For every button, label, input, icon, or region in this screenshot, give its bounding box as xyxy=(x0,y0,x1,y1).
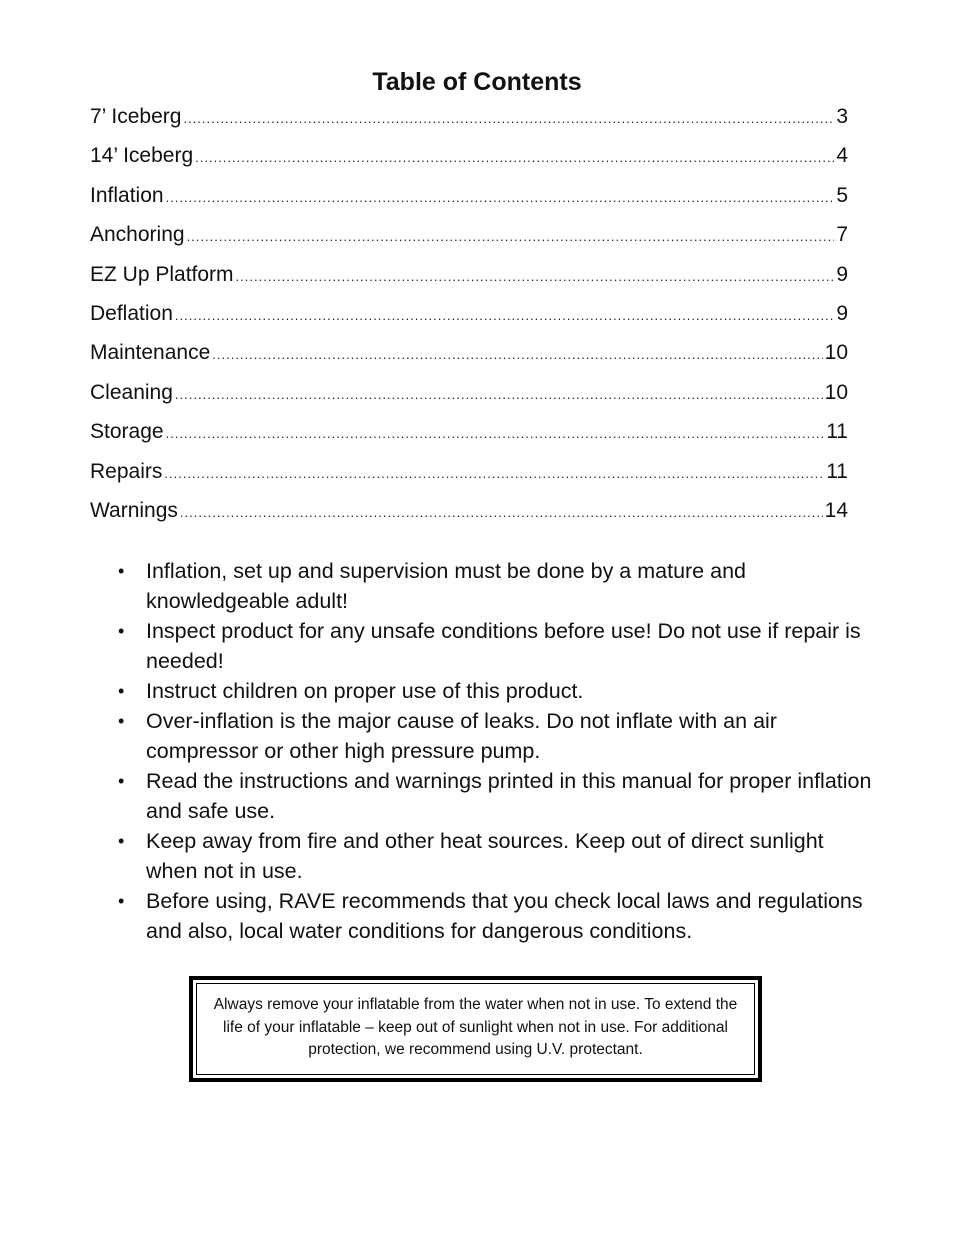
notice-inner-border xyxy=(196,983,755,1075)
bullet-icon: • xyxy=(118,681,125,701)
table-of-contents xyxy=(90,101,848,534)
toc-entry-page: 7 xyxy=(836,223,848,247)
toc-entry xyxy=(90,377,848,416)
bullet-icon: • xyxy=(118,891,125,911)
warning-text: Over-inflation is the major cause of leaks. Do not inflate with an air compressor or other high pressure pump. xyxy=(146,709,777,763)
warning-item xyxy=(118,766,878,826)
toc-dot-leader xyxy=(236,261,835,293)
toc-entry xyxy=(90,416,848,455)
toc-entry-label: 7’ Iceberg xyxy=(90,105,182,128)
toc-dot-leader xyxy=(180,497,823,529)
notice-text: Always remove your inflatable from the water when not in use. To extend the life of your inflatable – keep out of sunlight when not in use. For additional protection, we recommend using U.V. protectant. xyxy=(213,996,738,1058)
toc-entry-label: Anchoring xyxy=(90,223,185,247)
bullet-icon: • xyxy=(118,561,125,581)
toc-dot-leader xyxy=(175,379,823,411)
toc-entry-page: 14 xyxy=(824,498,848,522)
warning-text: Inspect product for any unsafe conditions before use! Do not use if repair is needed! xyxy=(146,619,861,673)
toc-entry-label: Cleaning xyxy=(90,380,173,404)
toc-entry-page: 4 xyxy=(836,144,848,168)
toc-entry-page: 9 xyxy=(836,262,848,286)
warning-item xyxy=(118,826,878,886)
toc-entry-page: 10 xyxy=(824,341,848,365)
toc-entry-page: 10 xyxy=(824,380,848,404)
toc-entry-page: 11 xyxy=(826,420,848,444)
toc-entry-label: Storage xyxy=(90,420,164,444)
toc-entry-label: Deflation xyxy=(90,301,173,325)
toc-entry xyxy=(90,456,848,495)
sunlight-notice-box xyxy=(189,976,762,1082)
bullet-icon: • xyxy=(118,831,125,851)
toc-dot-leader xyxy=(212,339,822,371)
toc-entry xyxy=(90,219,848,258)
toc-entry xyxy=(90,337,848,376)
warning-item xyxy=(118,616,878,676)
toc-dot-leader xyxy=(187,221,835,253)
warning-text: Before using, RAVE recommends that you check local laws and regulations and also, local water conditions for dangerous conditions. xyxy=(146,889,863,943)
toc-entry xyxy=(90,180,848,219)
toc-dot-leader xyxy=(166,418,825,450)
toc-dot-leader xyxy=(195,142,834,174)
warning-text: Read the instructions and warnings printed in this manual for proper inflation and safe use. xyxy=(146,769,872,823)
toc-entry-label: Repairs xyxy=(90,459,163,483)
toc-entry-label: EZ Up Platform xyxy=(90,262,234,286)
toc-entry-page: 5 xyxy=(836,183,848,207)
bullet-icon: • xyxy=(118,621,125,641)
warning-item xyxy=(118,556,878,616)
toc-entry xyxy=(90,140,848,179)
toc-entry-page: 9 xyxy=(836,301,848,325)
toc-entry-page: 3 xyxy=(836,105,848,128)
toc-title: Table of Contents xyxy=(372,68,582,96)
toc-entry-label: Warnings xyxy=(90,498,178,522)
warning-text: Keep away from fire and other heat sources. Keep out of direct sunlight when not in use. xyxy=(146,829,824,883)
toc-entry xyxy=(90,298,848,337)
warning-item xyxy=(118,886,878,946)
toc-entry-label: 14’ Iceberg xyxy=(90,144,194,168)
warning-item xyxy=(118,676,878,706)
toc-entry xyxy=(90,259,848,298)
bullet-icon: • xyxy=(118,771,125,791)
safety-warnings-list xyxy=(118,556,878,946)
toc-entry-page: 11 xyxy=(826,459,848,483)
toc-dot-leader xyxy=(175,300,834,332)
toc-dot-leader xyxy=(183,103,834,135)
bullet-icon: • xyxy=(118,711,125,731)
warning-item xyxy=(118,706,878,766)
warning-text: Instruct children on proper use of this product. xyxy=(146,679,584,703)
toc-dot-leader xyxy=(166,182,835,214)
toc-entry-label: Maintenance xyxy=(90,341,211,365)
warning-text: Inflation, set up and supervision must be done by a mature and knowledgeable adult! xyxy=(146,559,746,613)
toc-dot-leader xyxy=(164,458,824,490)
toc-entry xyxy=(90,495,848,534)
toc-entry-label: Inflation xyxy=(90,183,164,207)
toc-entry xyxy=(90,101,848,140)
